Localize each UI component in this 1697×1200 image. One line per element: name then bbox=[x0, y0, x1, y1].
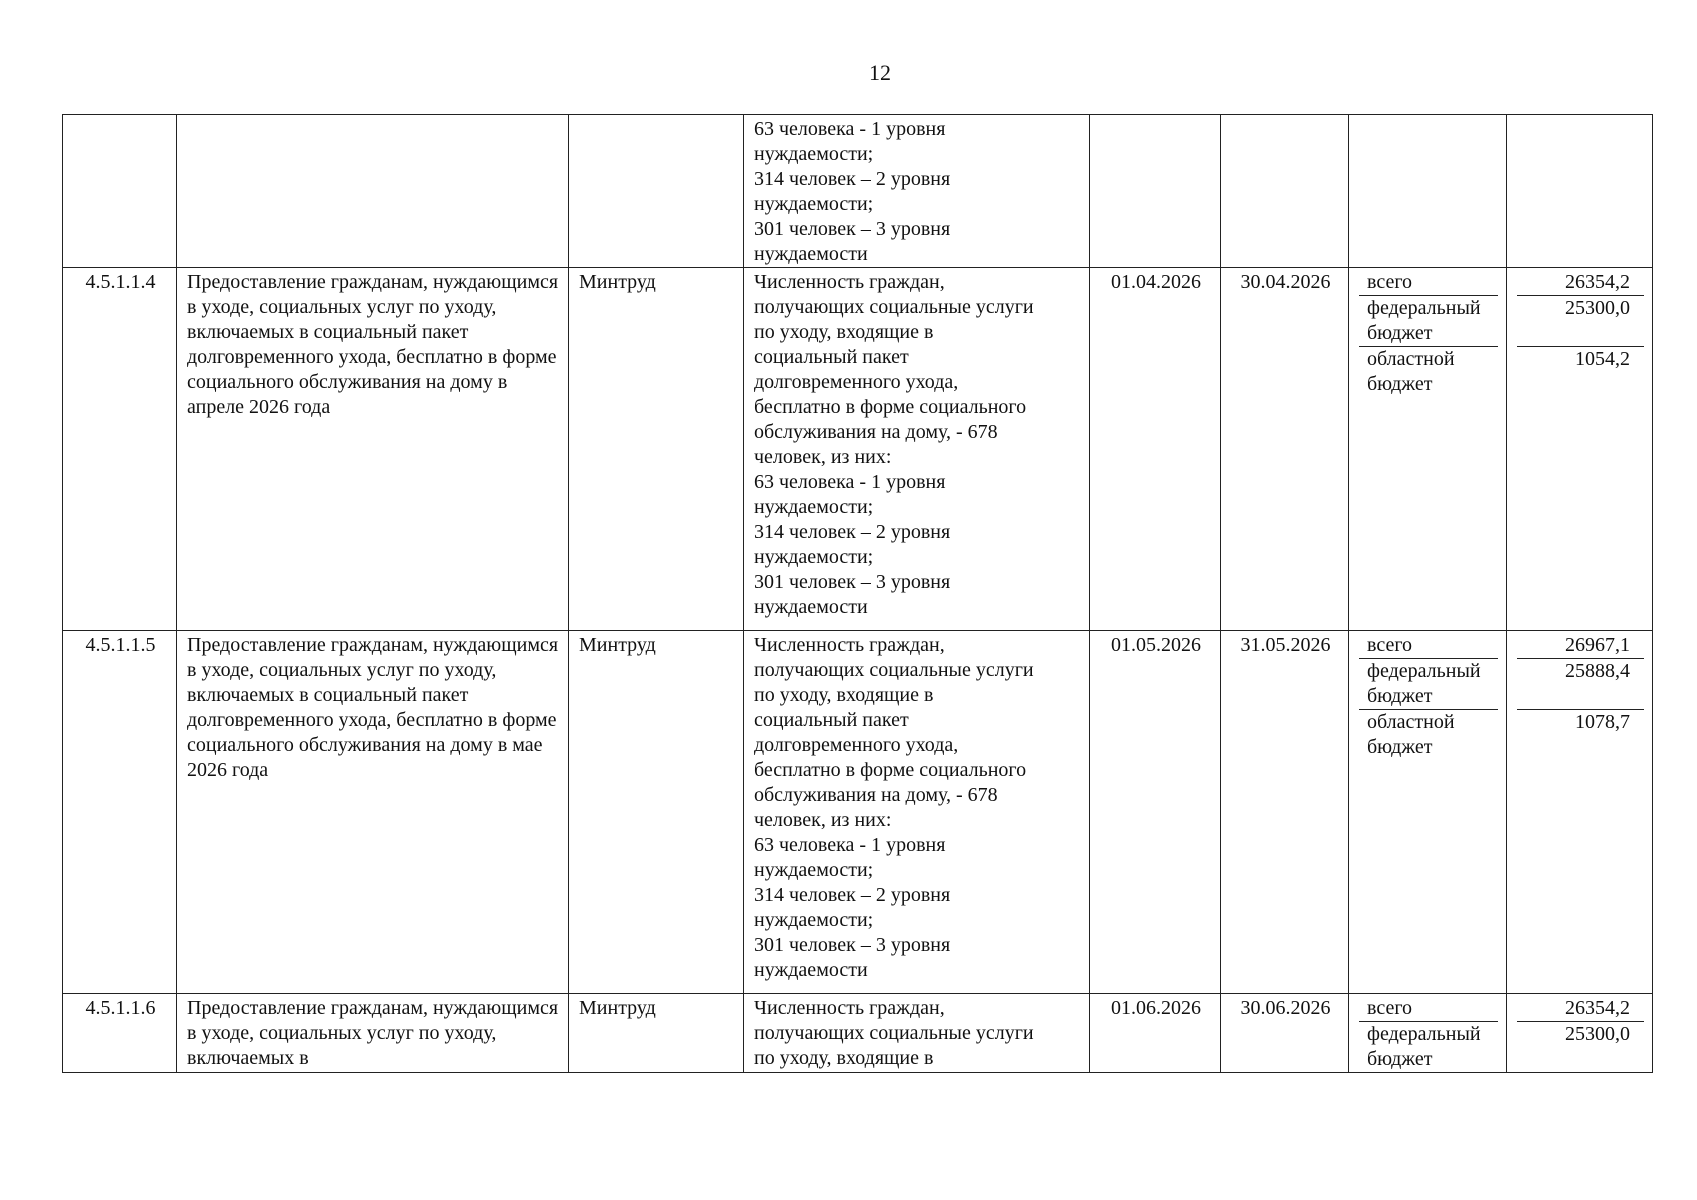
indicator-line: человек, из них: bbox=[754, 809, 892, 831]
table-row bbox=[63, 994, 1653, 1073]
activities-table bbox=[62, 114, 1653, 1073]
finance-value: 26354,2 bbox=[1517, 996, 1644, 1022]
indicator-line: бесплатно в форме социального bbox=[754, 396, 1027, 418]
indicator-line: нуждаемости bbox=[754, 243, 868, 265]
cell-end-date: 30.04.2026 bbox=[1221, 268, 1349, 631]
finance-source-label: областной бюджет bbox=[1367, 711, 1455, 758]
indicator-line: нуждаемости; bbox=[754, 546, 874, 568]
indicator-line: социальный пакет bbox=[754, 346, 909, 368]
indicator-line: 314 человек – 2 уровня bbox=[754, 168, 951, 190]
cell-end-date: 30.06.2026 bbox=[1221, 994, 1349, 1073]
cell-finance-value bbox=[1507, 268, 1653, 631]
finance-source-label: федеральный бюджет bbox=[1359, 659, 1498, 710]
finance-source-label: всего bbox=[1359, 633, 1498, 659]
finance-value: 25888,4 bbox=[1517, 659, 1644, 710]
cell-finance-source bbox=[1349, 115, 1507, 268]
indicator-line: долговременного ухода, bbox=[754, 371, 959, 393]
cell-executor: Минтруд bbox=[569, 268, 744, 631]
finance-source-label: федеральный бюджет bbox=[1367, 1023, 1481, 1070]
indicator-line: 63 человека - 1 уровня bbox=[754, 118, 946, 140]
indicator-line: нуждаемости bbox=[754, 596, 868, 618]
cell-name: Предоставление гражданам, нуждающимся в уходе, социальных услуг по уходу, включаемых в социальный пакет долговременного ухода, бесплатно в форме социального обслуживания на дому в мае 2026 года bbox=[177, 631, 569, 994]
cell-executor: Минтруд bbox=[569, 631, 744, 994]
indicator-line: социальный пакет bbox=[754, 709, 909, 731]
cell-finance-value bbox=[1507, 994, 1653, 1073]
indicator-line: 301 человек – 3 уровня bbox=[754, 218, 951, 240]
cell-name: Предоставление гражданам, нуждающимся в уходе, социальных услуг по уходу, включаемых в bbox=[177, 994, 569, 1073]
cell-number: 4.5.1.1.4 bbox=[63, 268, 177, 631]
table-row bbox=[63, 268, 1653, 631]
finance-value: 25300,0 bbox=[1565, 1023, 1630, 1045]
indicator-line: 314 человек – 2 уровня bbox=[754, 521, 951, 543]
cell-indicator bbox=[744, 994, 1090, 1073]
indicator-line: 63 человека - 1 уровня bbox=[754, 834, 946, 856]
cell-start-date: 01.05.2026 bbox=[1090, 631, 1221, 994]
cell-executor bbox=[569, 115, 744, 268]
cell-name: Предоставление гражданам, нуждающимся в уходе, социальных услуг по уходу, включаемых в социальный пакет долговременного ухода, бесплатно в форме социального обслуживания на дому в апреле 2026 года bbox=[177, 268, 569, 631]
indicator-line: человек, из них: bbox=[754, 446, 892, 468]
cell-start-date bbox=[1090, 115, 1221, 268]
indicator-line: по уходу, входящие в bbox=[754, 321, 934, 343]
cell-start-date: 01.04.2026 bbox=[1090, 268, 1221, 631]
indicator-line: получающих социальные услуги bbox=[754, 296, 1034, 318]
indicator-line: нуждаемости bbox=[754, 959, 868, 981]
indicator-line: бесплатно в форме социального bbox=[754, 759, 1027, 781]
cell-indicator bbox=[744, 268, 1090, 631]
indicator-line: Численность граждан, bbox=[754, 634, 945, 656]
indicator-line: обслуживания на дому, - 678 bbox=[754, 784, 998, 806]
table-row-continued bbox=[63, 115, 1653, 268]
cell-finance-source bbox=[1349, 994, 1507, 1073]
indicator-line: 301 человек – 3 уровня bbox=[754, 571, 951, 593]
cell-name bbox=[177, 115, 569, 268]
cell-indicator bbox=[744, 115, 1090, 268]
finance-value: 25300,0 bbox=[1517, 296, 1644, 347]
indicator-line: по уходу, входящие в bbox=[754, 1047, 934, 1069]
finance-source-label: всего bbox=[1359, 996, 1498, 1022]
cell-finance-value bbox=[1507, 631, 1653, 994]
cell-start-date: 01.06.2026 bbox=[1090, 994, 1221, 1073]
indicator-line: по уходу, входящие в bbox=[754, 684, 934, 706]
cell-finance-value bbox=[1507, 115, 1653, 268]
indicator-line: долговременного ухода, bbox=[754, 734, 959, 756]
cell-number: 4.5.1.1.6 bbox=[63, 994, 177, 1073]
indicator-line: нуждаемости; bbox=[754, 193, 874, 215]
cell-end-date: 31.05.2026 bbox=[1221, 631, 1349, 994]
cell-number: 4.5.1.1.5 bbox=[63, 631, 177, 994]
page-number: 12 bbox=[869, 60, 891, 85]
indicator-line: 63 человека - 1 уровня bbox=[754, 471, 946, 493]
indicator-line: нуждаемости; bbox=[754, 496, 874, 518]
indicator-line: нуждаемости; bbox=[754, 143, 874, 165]
finance-value: 26967,1 bbox=[1517, 633, 1644, 659]
indicator-line: получающих социальные услуги bbox=[754, 659, 1034, 681]
cell-executor: Минтруд bbox=[569, 994, 744, 1073]
cell-end-date bbox=[1221, 115, 1349, 268]
indicator-line: нуждаемости; bbox=[754, 859, 874, 881]
indicator-line: нуждаемости; bbox=[754, 909, 874, 931]
finance-source-label: всего bbox=[1359, 270, 1498, 296]
finance-source-label: федеральный бюджет bbox=[1359, 296, 1498, 347]
cell-indicator bbox=[744, 631, 1090, 994]
indicator-line: 301 человек – 3 уровня bbox=[754, 934, 951, 956]
indicator-line: обслуживания на дому, - 678 bbox=[754, 421, 998, 443]
table-row bbox=[63, 631, 1653, 994]
indicator-line: Численность граждан, bbox=[754, 271, 945, 293]
finance-source-label: областной бюджет bbox=[1367, 348, 1455, 395]
cell-number bbox=[63, 115, 177, 268]
indicator-line: получающих социальные услуги bbox=[754, 1022, 1034, 1044]
indicator-line: Численность граждан, bbox=[754, 997, 945, 1019]
finance-value: 26354,2 bbox=[1517, 270, 1644, 296]
finance-value: 1078,7 bbox=[1575, 711, 1630, 733]
cell-finance-source bbox=[1349, 631, 1507, 994]
finance-value: 1054,2 bbox=[1575, 348, 1630, 370]
cell-finance-source bbox=[1349, 268, 1507, 631]
indicator-line: 314 человек – 2 уровня bbox=[754, 884, 951, 906]
